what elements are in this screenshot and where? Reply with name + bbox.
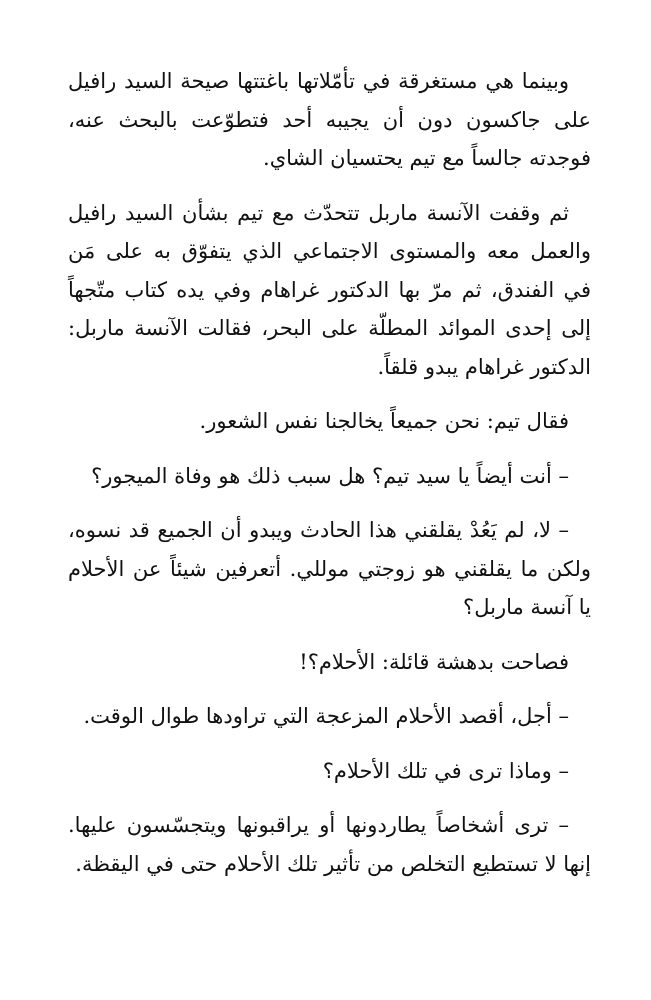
dialogue-line-3: – أجل، أقصد الأحلام المزعجة التي تراودها طوال الوقت. <box>83 704 569 728</box>
paragraph-4: فصاحت بدهشة قائلة: الأحلام؟! <box>299 649 569 674</box>
dialogue-line-4: – وماذا ترى في تلك الأحلام؟ <box>322 758 569 783</box>
paragraph-3: فقال تيم: نحن جميعاً يخالجنا نفس الشعور. <box>199 409 569 433</box>
paragraph-2: ثم وقفت الآنسة ماربل تتحدّث مع تيم بشأن السيد رافيل والعمل معه والمستوى الاجتماعي الذي يتفوّق به على مَن في الفندق، ثم مرّ بها الدكتور غراهام وفي يده كتاب متّجهاً إلى إحدى الموائد المطلّة على البحر، فقالت الآنسة ماربل: الدكتور غراهام يبدو قلقاً. <box>68 200 591 379</box>
dialogue-line-5: – ترى أشخاصاً يطاردونها أو يراقبونها ويتجسّسون عليها. إنها لا تستطيع التخلص من تأثير تلك الأحلام حتى في اليقظة. <box>68 813 591 876</box>
paragraph-1: وبينما هي مستغرقة في تأمّلاتها باغتتها صيحة السيد رافيل على جاكسون دون أن يجيبه أحد فتطوّعت بالبحث عنه، فوجدته جالساً مع تيم يحتسيان الشاي. <box>68 69 591 170</box>
dialogue-line-1: – أنت أيضاً يا سيد تيم؟ هل سبب ذلك هو وفاة الميجور؟ <box>91 463 569 488</box>
dialogue-line-2: – لا، لم يَعُدْ يقلقني هذا الحادث ويبدو أن الجميع قد نسوه، ولكن ما يقلقني هو زوجتي موللي. أتعرفين شيئاً عن الأحلام يا آنسة ماربل؟ <box>68 518 591 619</box>
